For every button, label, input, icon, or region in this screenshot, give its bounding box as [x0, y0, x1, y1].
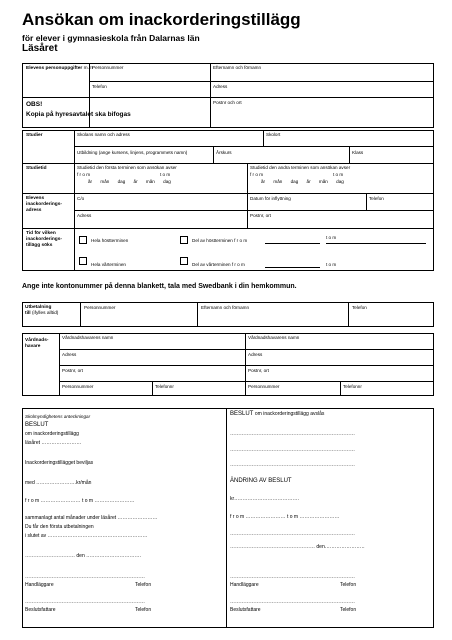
study-period-label: Studietid [26, 166, 47, 171]
school-year-label: Läsåret [22, 43, 58, 54]
guardian2-phone-field[interactable]: Telefonnr [343, 384, 362, 389]
handler-line[interactable]: ……………………………………………………………… [25, 574, 145, 580]
guardian1-address-field[interactable]: Adress [62, 352, 77, 357]
approve-about: om inackorderingstillägg [25, 431, 79, 437]
change-line[interactable]: ………………………………………………………………… [230, 531, 355, 537]
change-heading: ÄNDRING AV BESLUT [230, 478, 292, 484]
part-autumn-checkbox[interactable] [180, 236, 188, 244]
boarding-address-field[interactable]: Adress [77, 213, 92, 218]
guardian2-postal-field[interactable]: Postnr, ort [248, 368, 269, 373]
class-field[interactable]: Klass [352, 150, 364, 155]
guardian1-personnummer-field[interactable]: Personnummer [62, 384, 94, 389]
student-section [22, 63, 434, 128]
full-autumn-label: Hela höstterminen [91, 238, 129, 243]
approve-year-field[interactable]: läsåret …………………… [25, 440, 82, 446]
boarding-address-label: Elevens inackorderings- adress [26, 196, 62, 213]
payment-personnummer-field[interactable]: Personnummer [84, 305, 116, 310]
change-date-field[interactable]: …………………………………………… den…………………… [230, 544, 365, 550]
months-field[interactable]: sammanlagt antal månader under läsåret …………………… [25, 515, 158, 521]
obs-text: Kopia på hyresavtalet ska bifogas [26, 111, 131, 118]
handler-phone-label: Telefon [135, 582, 152, 588]
first-payment-text: Du får den första utbetalningen [25, 524, 94, 530]
reject-line-3[interactable]: ………………………………………………………………… [230, 462, 355, 468]
full-spring-label: Hela vårterminen [91, 262, 126, 267]
approve-heading: BESLUT [25, 422, 49, 428]
change-amount-field[interactable]: kr………………………………… [230, 496, 300, 502]
second-term-from: f r o m [250, 172, 264, 177]
school-town-field[interactable]: Skolort [266, 132, 281, 137]
part-spring-checkbox[interactable] [180, 257, 188, 265]
account-notice: Ange inte kontonummer på denna blankett, tala med Swedbank i din hemkommun. [22, 283, 297, 290]
guardian1-phone-field[interactable]: Telefonnr [155, 384, 174, 389]
part-spring-from-line[interactable] [265, 267, 320, 268]
part-spring-label: Del av vårterminen f r o m [192, 262, 245, 267]
address-field[interactable]: Adress [213, 84, 228, 89]
change-handler-phone-label: Telefon [340, 582, 357, 588]
student-section-label: Elevens personuppgifter m.m [26, 66, 93, 71]
second-term-date-parts: år mån dag år mån dag [261, 179, 344, 184]
change-handler-label: Handläggare [230, 582, 259, 588]
first-term-date-parts: år mån dag år mån dag [88, 179, 171, 184]
second-term-field[interactable]: Studietid den andra terminen som ansökan avser [250, 165, 351, 170]
school-name-field[interactable]: Skolans namn och adress [77, 132, 130, 137]
period-applied-label: Tid för vilken inackorderings- tillägg söks [26, 231, 62, 248]
postal-code-field[interactable]: Postnr och ort [213, 100, 242, 105]
first-term-from: f r o m [77, 172, 91, 177]
change-handler-line[interactable]: ………………………………………………………………… [230, 574, 355, 580]
payment-phone-field[interactable]: Telefon [352, 305, 367, 310]
obs-label: OBS! [26, 101, 43, 108]
change-decision-line[interactable]: ………………………………………………………………… [230, 599, 355, 605]
guardian2-personnummer-field[interactable]: Personnummer [248, 384, 280, 389]
part-autumn-tom-line[interactable] [326, 243, 426, 244]
move-in-date-field[interactable]: Datum för inflyttning [250, 196, 291, 201]
reject-line-1[interactable]: ………………………………………………………………… [230, 431, 355, 437]
guardian2-address-field[interactable]: Adress [248, 352, 263, 357]
phone-field[interactable]: Telefon [92, 84, 107, 89]
page-subtitle: för elever i gymnasieskola från Dalarnas län [22, 33, 200, 43]
grade-field[interactable]: Årskurs [216, 150, 232, 155]
approve-period-field[interactable]: f r o m …………………… t o m …………………… [25, 498, 135, 504]
guardian1-postal-field[interactable]: Postnr, ort [62, 368, 83, 373]
first-term-tom: t o m [160, 172, 171, 177]
handler-label: Handläggare [25, 582, 54, 588]
first-term-field[interactable]: Studietid den första terminen som ansökan avser [77, 165, 177, 170]
guardian-label: Vårdnads- havare [25, 338, 49, 349]
program-field[interactable]: Utbildning (ange kursens, linjens, programmets namn) [77, 150, 188, 155]
co-field[interactable]: C/o [77, 196, 85, 201]
decision-maker-line[interactable]: ……………………………………………………………… [25, 599, 145, 605]
second-term-tom: t o m [333, 172, 344, 177]
payment-label: Utbetalning till (ifylles alltid) [25, 305, 59, 316]
granted-text: Inackorderingstillägget beviljas [25, 460, 94, 466]
full-spring-checkbox[interactable] [79, 257, 87, 265]
full-autumn-checkbox[interactable] [79, 236, 87, 244]
boarding-phone-field[interactable]: Telefon [369, 196, 384, 201]
decision-maker-phone-label: Telefon [135, 607, 152, 613]
studies-label: Studier [26, 133, 43, 138]
amount-field[interactable]: med ……………………kr/mån [25, 480, 92, 486]
office-note: Skolmyndighetens anteckningar [25, 414, 91, 419]
page-title: Ansökan om inackorderingstillägg [22, 10, 301, 29]
spring-tom-label: t o m [326, 262, 337, 267]
approve-date-field[interactable]: ………………………… den …………………………… [25, 553, 142, 559]
boarding-postal-field[interactable]: Postnr, ort [250, 213, 271, 218]
part-autumn-label: Del av höstterminen f r o m [192, 238, 248, 243]
change-period-field[interactable]: f r o m …………………… t o m …………………… [230, 514, 340, 520]
name-field[interactable]: Efternamn och förnamn [213, 65, 262, 70]
change-decision-label: Beslutsfattare [230, 607, 261, 613]
decision-maker-label: Beslutsfattare [25, 607, 56, 613]
payment-name-field[interactable]: Efternamn och förnamn [201, 305, 250, 310]
first-payment-field[interactable]: i slutet av …………………………………………………… [25, 533, 148, 539]
autumn-tom-label: t o m [326, 235, 337, 240]
guardian2-name-field[interactable]: Vårdnadshavarens namn [248, 335, 300, 340]
personnummer-field[interactable]: Personnummer [92, 65, 124, 70]
guardian1-name-field[interactable]: Vårdnadshavarens namn [62, 335, 114, 340]
reject-line-2[interactable]: ………………………………………………………………… [230, 447, 355, 453]
reject-heading: BESLUT om inackorderingstillägg avslås [230, 411, 325, 417]
change-decision-phone-label: Telefon [340, 607, 357, 613]
part-autumn-from-line[interactable] [265, 243, 320, 244]
